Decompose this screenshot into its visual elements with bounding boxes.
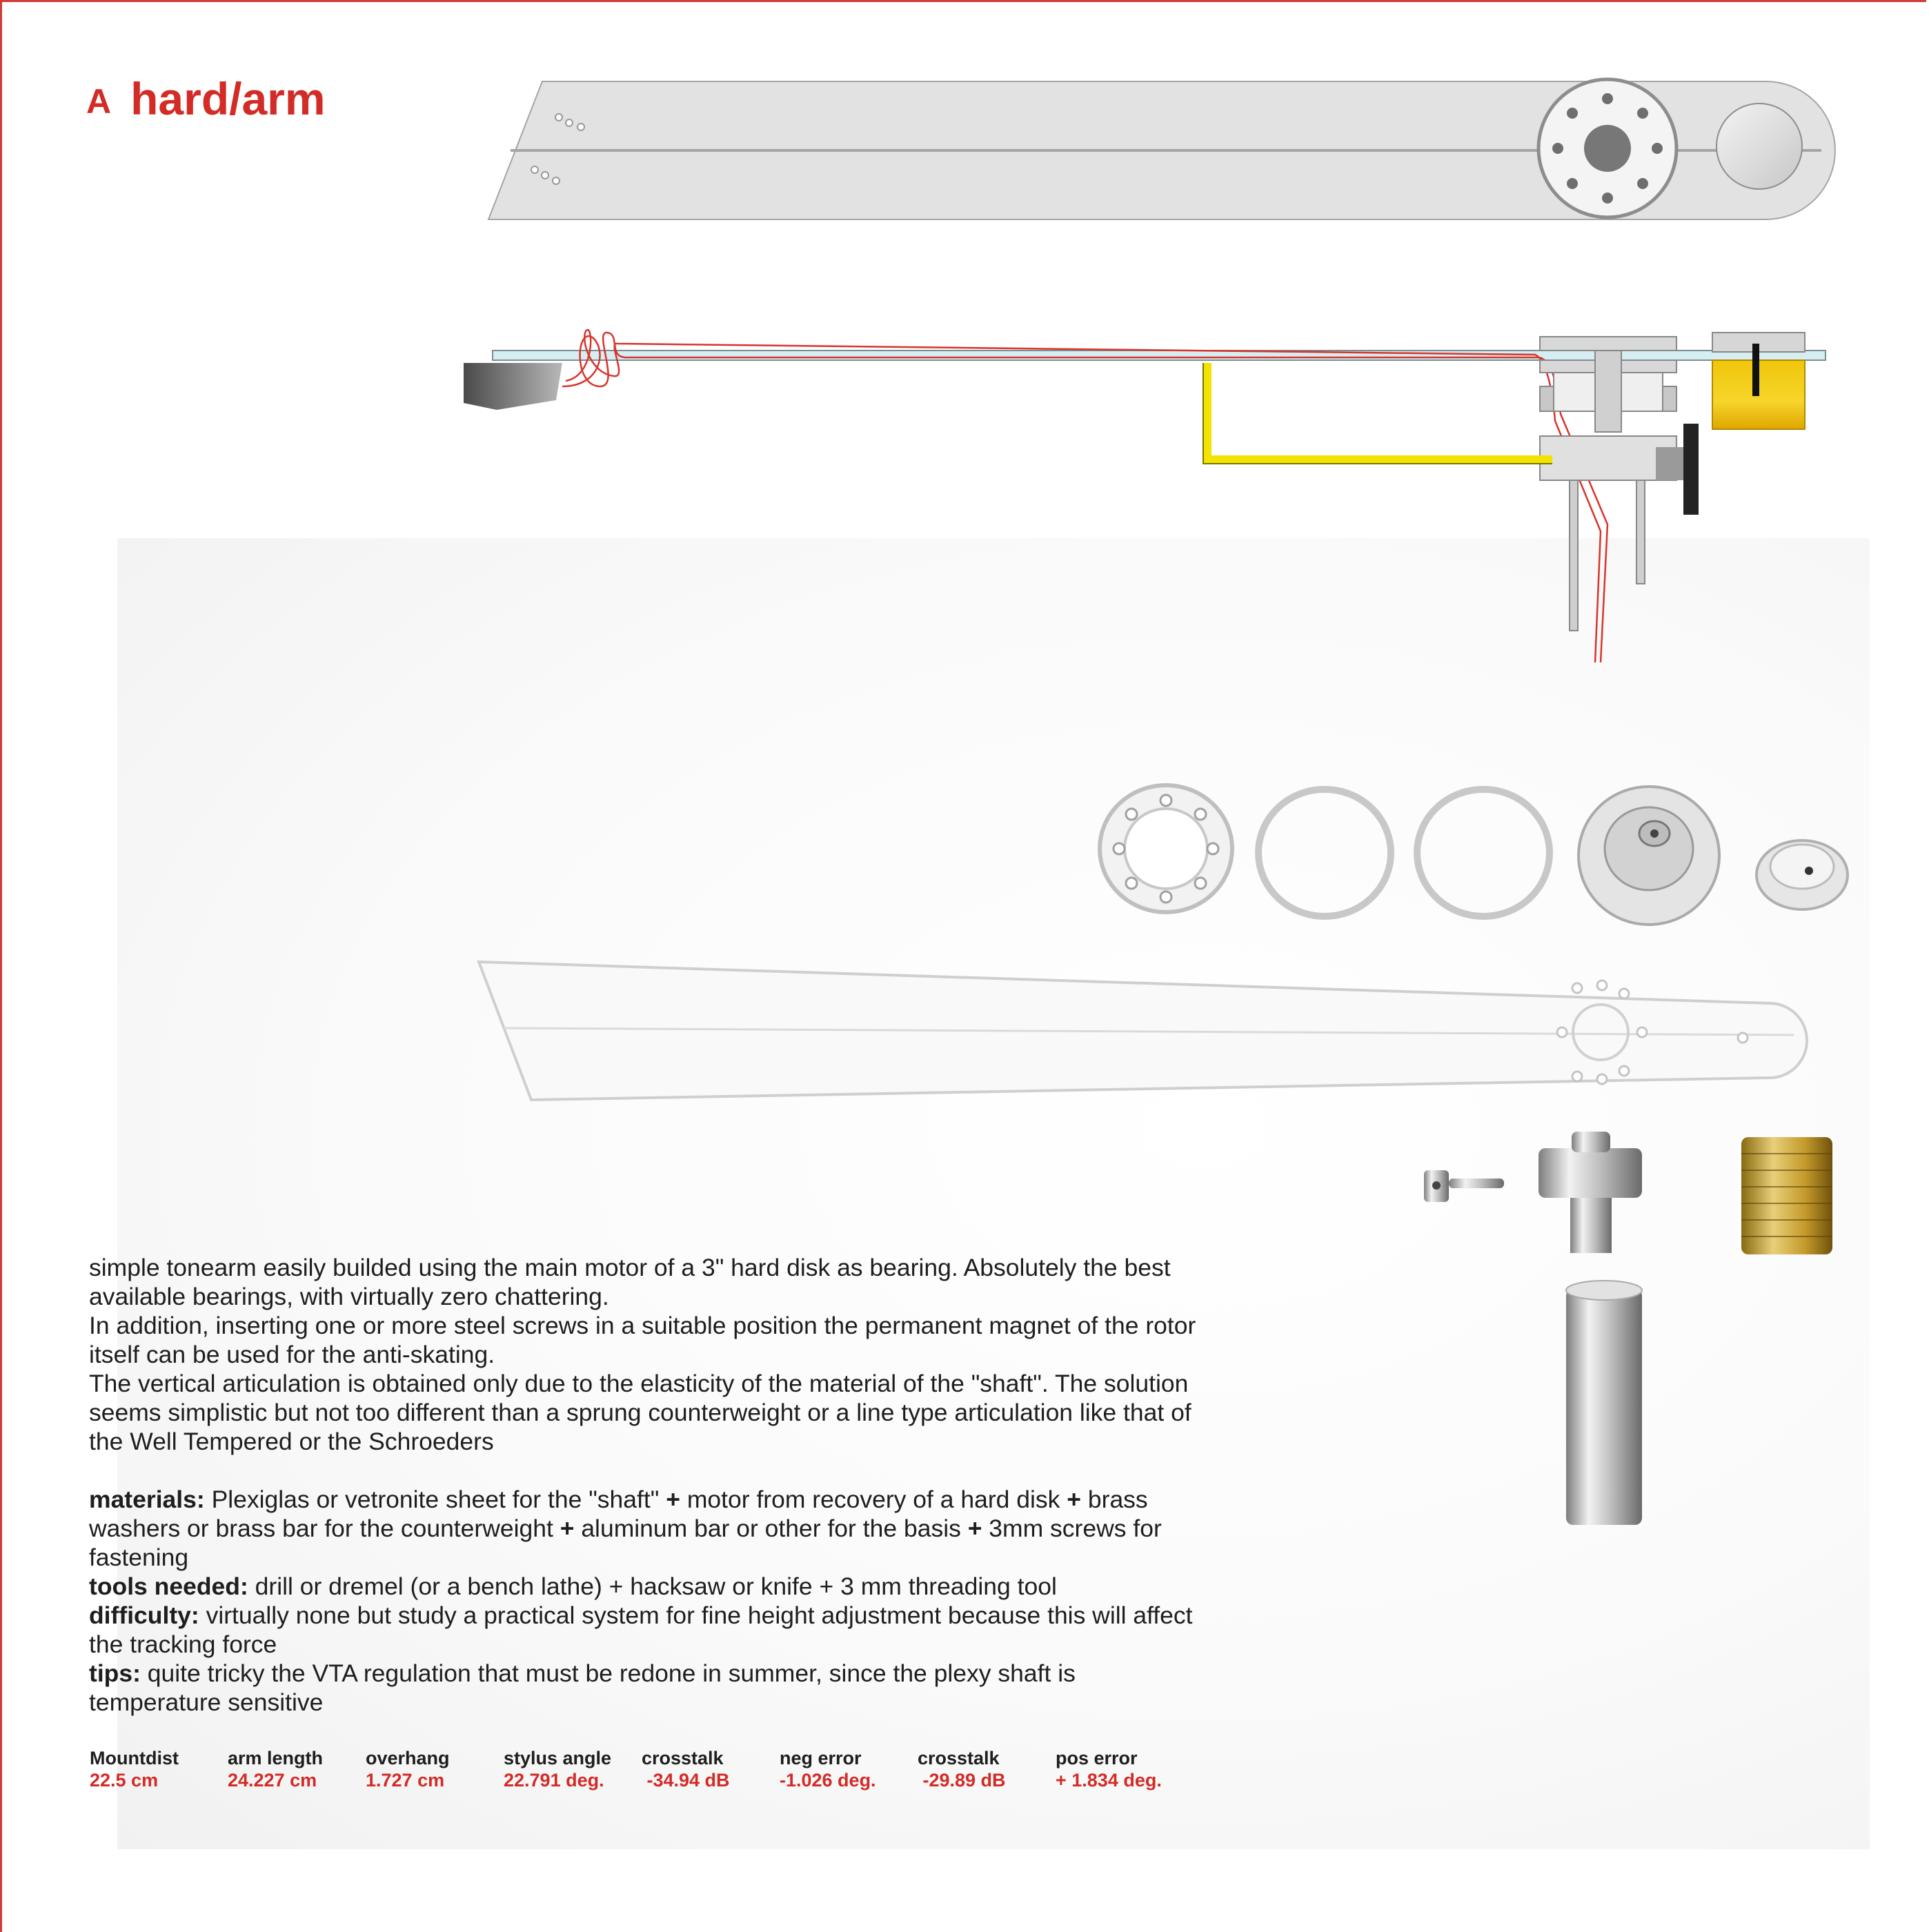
spacer-ring-part [1258,789,1391,916]
bearing-plate-part [1100,785,1232,912]
brass-counterweight-part [1741,1137,1832,1254]
spec-item [228,1747,366,1791]
plus-sign: + [967,1515,982,1542]
materials-part: Plexiglas or vetronite sheet for the "shaft" [204,1486,666,1513]
plus-sign: + [1067,1486,1082,1513]
tips-line [89,1659,1207,1717]
spec-item [918,1747,1056,1791]
materials-line [89,1485,1207,1572]
spec-label: crosstalk [642,1748,724,1768]
plus-sign: + [666,1486,680,1513]
materials-label: materials: [89,1486,205,1513]
tools-line [89,1572,1207,1601]
description-paragraph-2: In addition, inserting one or more steel screws in a suitable position the permanent magnet of the rotor itself can be used for the anti-skating. [89,1312,1196,1368]
spacer-ring-part [1417,789,1550,916]
small-screw-part [1424,1170,1504,1202]
spec-item [780,1747,918,1791]
plexiglass-shaft-part [479,962,1807,1100]
spec-value: -29.89 dB [918,1770,1006,1791]
spec-value: -1.026 deg. [780,1770,876,1791]
plus-sign: + [560,1515,575,1542]
spec-value: 22.791 deg. [504,1770,604,1791]
difficulty-line [89,1601,1207,1659]
title-name: hard/arm [130,73,326,124]
title-letter: A [86,82,112,121]
spec-label: pos error [1056,1748,1138,1768]
spec-item [366,1747,504,1791]
spec-label: overhang [366,1748,450,1768]
spec-label: neg error [780,1748,862,1768]
description-block [89,1253,1207,1717]
materials-part: 3mm screws for fastening [89,1515,1162,1571]
tools-label: tools needed: [89,1573,248,1600]
spec-item [504,1747,642,1791]
spec-value: 24.227 cm [228,1770,317,1791]
steel-cylinder-part [1566,1281,1642,1525]
hard-disk-motor-part [1579,787,1719,925]
difficulty-label: difficulty: [89,1601,199,1629]
small-hub-part [1757,840,1848,909]
tools-text: drill or dremel (or a bench lathe) + hacksaw or knife + 3 mm threading tool [248,1573,1057,1600]
spec-label: Mountdist [90,1748,179,1768]
spec-label: crosstalk [918,1748,1000,1768]
description-paragraph-3: The vertical articulation is obtained only due to the elasticity of the material of the "shaft". The solution seems simplistic but not too different than a sprung counterweight or a line type articulation like that of the Well Tempered or the Schroeders [89,1370,1191,1455]
materials-part: brass washers or brass bar for the counterweight [89,1486,1148,1542]
spec-value: 1.727 cm [366,1770,445,1791]
difficulty-text: virtually none but study a practical system for fine height adjustment because this will affect the tracking force [89,1601,1193,1658]
specs-table [90,1747,1194,1791]
spec-item [90,1747,228,1791]
spec-label: stylus angle [504,1748,612,1768]
description-paragraph-1: simple tonearm easily builded using the main motor of a 3" hard disk as bearing. Absolutely the best available bearings, with virtually zero chattering. [89,1254,1171,1310]
tips-label: tips: [89,1659,141,1687]
spec-value: + 1.834 deg. [1056,1770,1162,1791]
materials-part: aluminum bar or other for the basis [574,1515,968,1542]
spec-value: 22.5 cm [90,1770,159,1791]
spec-item [1056,1747,1194,1791]
spec-label: arm length [228,1748,324,1768]
aluminum-base-part [1539,1132,1642,1253]
spec-value: -34.94 dB [642,1770,730,1791]
spec-item [642,1747,780,1791]
tips-text: quite tricky the VTA regulation that must be redone in summer, since the plexy shaft is temperature sensitive [89,1659,1076,1716]
materials-part: motor from recovery of a hard disk [680,1486,1067,1513]
